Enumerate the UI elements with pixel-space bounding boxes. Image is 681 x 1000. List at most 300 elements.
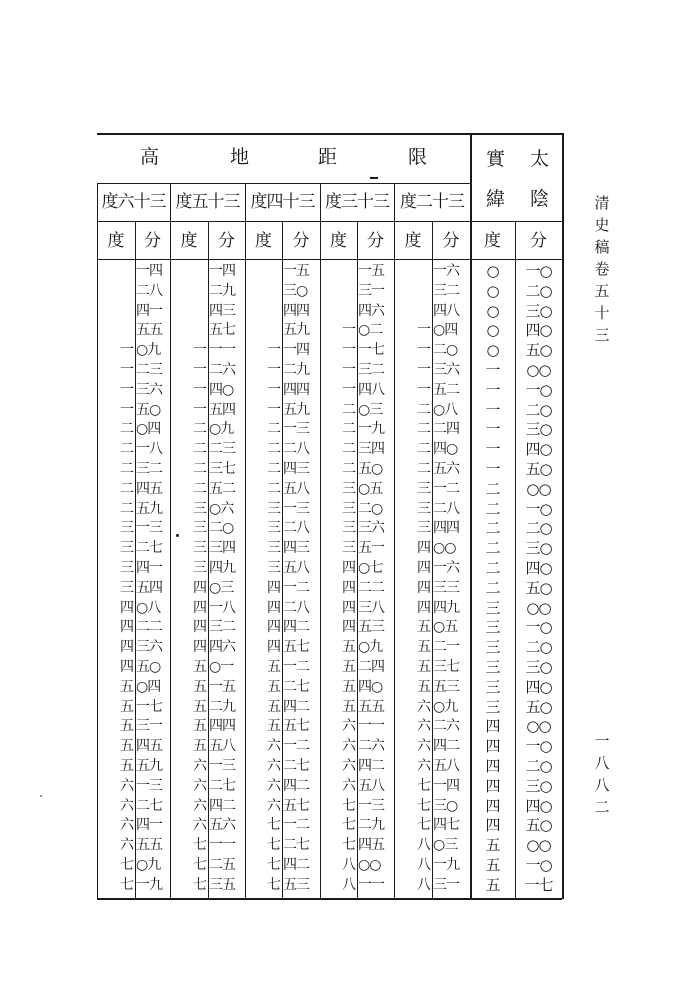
degree-cell: 五 <box>193 738 206 755</box>
degree-cell: 七 <box>267 876 280 893</box>
minute-cell: ○七 <box>358 560 383 576</box>
minute-cell: 四七 <box>433 817 459 834</box>
degree-cell: 二 <box>120 480 133 497</box>
degree-cell: 四 <box>120 659 133 675</box>
degree-cell: 八 <box>417 837 430 854</box>
minute-cell: 三七 <box>209 461 235 477</box>
degree-cell: 四 <box>485 757 500 775</box>
minute-cell: 一五 <box>283 263 309 279</box>
minute-cell: 一三 <box>136 520 162 537</box>
horizontal-rule <box>97 221 562 222</box>
scan-speck <box>40 795 42 797</box>
degree-cell: 一 <box>485 420 500 439</box>
minute-cell: 一○ <box>525 737 552 756</box>
degree-cell: 一 <box>342 381 355 398</box>
degree-cell: 五 <box>193 698 206 715</box>
degree-cell: 八 <box>342 857 355 873</box>
minute-cell: 一二 <box>283 817 309 834</box>
degree-cell: 五 <box>417 678 430 695</box>
minute-cell: 四○ <box>525 321 552 340</box>
minute-cell: 二三 <box>136 362 162 378</box>
minute-cell: 四九 <box>209 560 235 576</box>
minute-cell: 五一 <box>358 540 384 557</box>
minute-cell: 二八 <box>433 500 459 517</box>
minute-cell: 四四 <box>283 381 309 398</box>
minute-cell: 二七 <box>283 837 309 854</box>
minute-cell: 四○ <box>209 381 234 398</box>
horizontal-rule <box>97 259 562 260</box>
degree-cell: 三 <box>120 560 133 576</box>
degree-cell: 二 <box>417 441 430 458</box>
degree-cell: 二 <box>485 559 500 577</box>
degree-header: 度 <box>484 231 501 251</box>
degree-cell: 四 <box>193 579 206 596</box>
minute-cell: 一六 <box>433 560 459 576</box>
degree-cell: 七 <box>193 857 206 873</box>
minute-cell: 五六 <box>433 461 459 477</box>
minute-cell: 三○ <box>525 776 552 795</box>
minute-cell: 五四 <box>209 401 235 418</box>
minute-cell: 三五 <box>209 876 235 893</box>
degree-cell: 八 <box>417 857 430 873</box>
degree-cell: 五 <box>267 698 280 715</box>
minute-cell: ○二 <box>358 322 383 339</box>
minute-cell: ○九 <box>209 421 234 438</box>
minute-cell: 四二 <box>358 758 384 774</box>
minute-cell: 四二 <box>283 857 309 873</box>
degree-cell: 一 <box>417 342 430 359</box>
degree-cell: 二 <box>417 401 430 418</box>
minute-cell: 五八 <box>283 560 309 576</box>
column-group-header: 度五十三 <box>175 192 240 212</box>
minute-cell: 二九 <box>358 817 384 834</box>
minute-cell: 五九 <box>136 500 162 517</box>
degree-cell: 二 <box>342 461 355 477</box>
degree-cell: 七 <box>342 837 355 854</box>
minute-cell: 四五 <box>136 738 162 755</box>
minute-cell: 二一 <box>433 639 459 656</box>
minute-cell: 五七 <box>283 797 309 814</box>
minute-cell: 二七 <box>136 540 162 557</box>
degree-cell: 二 <box>267 441 280 458</box>
degree-cell: 五 <box>267 659 280 675</box>
minute-cell: 二八 <box>136 282 162 299</box>
minute-cell: 四三 <box>209 302 235 319</box>
degree-cell: 一 <box>120 381 133 398</box>
degree-cell: 四 <box>193 619 206 636</box>
degree-cell: 一 <box>417 362 430 378</box>
degree-cell: 六 <box>120 837 133 854</box>
degree-cell: 二 <box>485 479 500 498</box>
minute-cell: 一三 <box>358 797 384 814</box>
minute-cell: 二二 <box>358 579 384 596</box>
degree-cell: 一 <box>267 362 280 378</box>
degree-cell: 五 <box>193 718 206 735</box>
minute-cell: ○五 <box>358 480 383 497</box>
degree-cell: 一 <box>120 342 133 359</box>
minute-cell: 五八 <box>283 480 309 497</box>
minute-cell: 一四 <box>433 777 459 794</box>
degree-cell: 六 <box>120 817 133 834</box>
degree-cell: 三 <box>193 560 206 576</box>
minute-cell: 五○ <box>136 659 161 675</box>
minute-cell: 四六 <box>358 302 384 319</box>
degree-cell: 一 <box>342 342 355 359</box>
horizontal-rule <box>97 898 562 900</box>
minute-cell: 四○ <box>525 440 552 459</box>
minute-cell: 四五 <box>358 837 384 854</box>
minute-cell: 五八 <box>358 777 384 794</box>
minute-cell: 四○ <box>525 796 552 815</box>
minute-cell: 四○ <box>358 678 383 695</box>
minute-cell: 三三 <box>433 579 459 596</box>
degree-cell: 二 <box>417 461 430 477</box>
minute-cell: 一一 <box>358 876 384 893</box>
minute-cell: 一七 <box>358 342 384 359</box>
degree-cell: 五 <box>267 718 280 735</box>
minute-cell: 一二 <box>283 738 309 755</box>
minute-cell: ○九 <box>358 639 383 656</box>
degree-cell: 五 <box>342 659 355 675</box>
degree-header: 度 <box>180 231 198 251</box>
minute-cell: 三六 <box>358 520 384 537</box>
degree-cell: 二 <box>485 499 500 518</box>
minute-cell: 三○ <box>283 282 308 299</box>
degree-cell: 二 <box>120 461 133 477</box>
degree-cell: 一 <box>193 401 206 418</box>
degree-cell: 四 <box>120 619 133 636</box>
minute-cell: 一七 <box>524 875 553 894</box>
page-number: 一八八二 <box>594 732 610 816</box>
minute-cell: 四一 <box>136 560 162 576</box>
title-char: 地 <box>230 146 250 168</box>
degree-cell: ○ <box>486 301 499 320</box>
degree-cell: 二 <box>485 539 500 558</box>
minute-cell: 一九 <box>433 857 459 873</box>
degree-cell: 四 <box>342 579 355 596</box>
degree-cell: 三 <box>485 658 500 676</box>
minute-header: 分 <box>442 231 460 251</box>
degree-cell: 二 <box>342 421 355 438</box>
minute-cell: 一二 <box>433 480 459 497</box>
minute-cell: 四二 <box>209 797 235 814</box>
degree-cell: 六 <box>193 797 206 814</box>
degree-cell: ○ <box>486 341 499 360</box>
degree-cell: 三 <box>417 520 430 537</box>
minute-cell: 二七 <box>136 797 162 814</box>
degree-cell: 二 <box>417 421 430 438</box>
degree-cell: 七 <box>193 876 206 893</box>
degree-cell: 一 <box>485 440 500 459</box>
degree-cell: 七 <box>267 857 280 873</box>
ink-mark <box>370 177 378 179</box>
minute-cell: 一二 <box>283 659 309 675</box>
minute-cell: 三○ <box>525 420 552 439</box>
minute-cell: 四八 <box>433 302 459 319</box>
minute-cell: 五五 <box>136 322 162 339</box>
degree-cell: 三 <box>120 540 133 557</box>
minute-cell: 一六 <box>433 263 459 279</box>
degree-cell: 四 <box>485 717 500 736</box>
degree-cell: 七 <box>342 817 355 834</box>
degree-cell: 三 <box>267 520 280 537</box>
minute-cell: 五八 <box>209 738 235 755</box>
right-header-char: 緯 <box>486 188 506 210</box>
minute-cell: 三一 <box>433 876 459 893</box>
minute-cell: ○九 <box>136 342 161 359</box>
degree-cell: 三 <box>485 638 500 657</box>
minute-cell: 五○ <box>525 578 552 597</box>
degree-cell: 二 <box>193 480 206 497</box>
degree-cell: 二 <box>193 421 206 438</box>
degree-cell: 一 <box>417 381 430 398</box>
minute-cell: 五五 <box>136 837 162 854</box>
minute-cell: 二○ <box>525 519 552 538</box>
minute-cell: ○三 <box>358 401 383 418</box>
minute-cell: 四八 <box>358 381 384 398</box>
degree-cell: 五 <box>120 698 133 715</box>
degree-header: 度 <box>330 231 347 251</box>
minute-cell: 二五 <box>209 857 235 873</box>
minute-cell: 四二 <box>283 698 309 715</box>
degree-cell: 三 <box>417 480 430 497</box>
minute-cell: 一九 <box>358 421 384 438</box>
degree-cell: 六 <box>267 758 280 774</box>
degree-cell: 五 <box>120 758 133 774</box>
degree-cell: 六 <box>267 738 280 755</box>
degree-cell: 六 <box>342 777 355 794</box>
right-header-char: 實 <box>486 148 506 170</box>
minute-cell: 二四 <box>358 659 384 675</box>
minute-cell: 三○ <box>525 658 552 676</box>
degree-cell: 五 <box>120 738 133 755</box>
minute-cell: 二八 <box>283 599 309 616</box>
minute-cell: 二三 <box>209 441 235 458</box>
minute-cell: 一一 <box>358 718 384 735</box>
minute-cell: 一○ <box>525 262 552 280</box>
minute-cell: 五九 <box>283 322 309 339</box>
minute-cell: ○一 <box>209 659 234 675</box>
minute-cell: 五二 <box>433 381 459 398</box>
degree-cell: 三 <box>485 677 500 696</box>
degree-cell: 六 <box>342 758 355 774</box>
minute-cell: 二六 <box>433 718 459 735</box>
degree-cell: 七 <box>193 837 206 854</box>
degree-cell: 四 <box>342 619 355 636</box>
minute-cell: 五○ <box>525 697 552 716</box>
degree-header: 度 <box>107 231 125 251</box>
degree-cell: 六 <box>267 777 280 794</box>
degree-cell: 二 <box>342 441 355 458</box>
running-title: 清史稿卷五十三 <box>594 194 610 344</box>
minute-cell: 二○ <box>209 520 234 537</box>
minute-cell: 三二 <box>136 461 162 477</box>
minute-cell: 三四 <box>358 441 384 458</box>
title-char: 限 <box>408 146 428 168</box>
degree-cell: 六 <box>417 698 430 715</box>
minute-cell: 五○ <box>525 460 552 478</box>
minute-header: 分 <box>144 231 161 251</box>
degree-cell: 四 <box>267 619 280 636</box>
degree-cell: 五 <box>342 698 355 715</box>
minute-cell: 三二 <box>358 362 384 378</box>
minute-cell: 五七 <box>209 322 235 339</box>
column-group-header: 度四十三 <box>250 192 315 212</box>
minute-cell: 五四 <box>136 579 162 596</box>
minute-cell: 五三 <box>433 678 459 695</box>
degree-cell: ○ <box>486 281 499 300</box>
minute-cell: 五二 <box>209 480 235 497</box>
minute-cell: 二○ <box>525 281 552 300</box>
minute-cell: 三六 <box>433 362 459 378</box>
minute-cell: 三○ <box>525 539 552 558</box>
minute-header: 分 <box>292 231 310 251</box>
right-header-char: 太 <box>530 148 550 170</box>
minute-cell: 五五 <box>358 698 384 715</box>
minute-cell: 五○ <box>136 401 161 418</box>
minute-cell: 五○ <box>525 341 552 360</box>
minute-cell: 一四 <box>209 263 235 279</box>
minute-cell: 四二 <box>283 777 309 794</box>
degree-cell: 一 <box>342 362 355 378</box>
minute-cell: 一○ <box>525 380 552 399</box>
degree-cell: 四 <box>417 540 430 557</box>
degree-cell: 六 <box>417 738 430 755</box>
minute-cell: ○○ <box>526 361 551 379</box>
degree-cell: 六 <box>193 758 206 774</box>
degree-cell: ○ <box>486 321 499 340</box>
degree-cell: 二 <box>342 401 355 418</box>
minute-cell: ○三 <box>209 579 234 596</box>
minute-cell: 五三 <box>358 619 384 636</box>
minute-cell: ○○ <box>526 717 551 736</box>
degree-cell: 一 <box>417 322 430 339</box>
degree-cell: 一 <box>120 401 133 418</box>
title-char: 高 <box>140 146 160 168</box>
minute-cell: 一五 <box>209 678 235 695</box>
degree-cell: 一 <box>485 460 500 478</box>
degree-cell: 二 <box>120 421 133 438</box>
minute-cell: 一○ <box>525 618 552 637</box>
degree-cell: 三 <box>193 500 206 517</box>
minute-cell: 一八 <box>209 599 235 616</box>
minute-cell: 二九 <box>209 698 235 715</box>
minute-cell: 五三 <box>283 876 309 893</box>
degree-cell: 二 <box>193 441 206 458</box>
degree-cell: 五 <box>417 619 430 636</box>
degree-cell: 六 <box>342 738 355 755</box>
degree-cell: 二 <box>485 578 500 597</box>
degree-cell: 三 <box>342 500 355 517</box>
degree-cell: 一 <box>485 361 500 379</box>
degree-cell: 四 <box>485 796 500 815</box>
minute-header: 分 <box>367 231 384 251</box>
degree-cell: ○ <box>486 262 499 280</box>
minute-cell: 四四 <box>283 302 309 319</box>
degree-cell: 三 <box>485 598 500 617</box>
degree-cell: 三 <box>485 618 500 637</box>
minute-cell: 三七 <box>433 659 459 675</box>
minute-cell: 四四 <box>433 520 459 537</box>
minute-cell: 二八 <box>283 441 309 458</box>
degree-cell: 七 <box>267 837 280 854</box>
degree-cell: 三 <box>342 540 355 557</box>
degree-cell: 三 <box>267 540 280 557</box>
minute-cell: 一三 <box>209 758 235 774</box>
minute-cell: 三○ <box>433 797 458 814</box>
minute-header: 分 <box>218 231 235 251</box>
degree-cell: 三 <box>193 540 206 557</box>
minute-cell: 二七 <box>283 758 309 774</box>
minute-cell: 一一 <box>209 342 235 359</box>
minute-cell: 二四 <box>433 421 459 438</box>
minute-cell: 三○ <box>525 301 552 320</box>
degree-cell: 七 <box>120 857 133 873</box>
degree-cell: 四 <box>485 776 500 795</box>
minute-cell: 三四 <box>209 540 235 557</box>
minute-cell: 四四 <box>209 718 235 735</box>
minute-cell: 五九 <box>136 758 162 774</box>
degree-cell: 八 <box>342 876 355 893</box>
minute-cell: 四六 <box>209 639 235 656</box>
minute-cell: 二○ <box>525 757 552 775</box>
degree-cell: 三 <box>417 500 430 517</box>
degree-cell: 五 <box>485 875 500 894</box>
degree-cell: 二 <box>120 441 133 458</box>
degree-cell: 五 <box>193 659 206 675</box>
degree-cell: 五 <box>267 678 280 695</box>
minute-cell: 二七 <box>283 678 309 695</box>
minute-cell: 二○ <box>433 342 458 359</box>
degree-cell: 三 <box>342 520 355 537</box>
degree-cell: 一 <box>267 401 280 418</box>
degree-cell: 三 <box>120 579 133 596</box>
degree-cell: 四 <box>342 560 355 576</box>
minute-cell: 四○ <box>433 441 458 458</box>
minute-cell: 二○ <box>525 638 552 657</box>
minute-cell: 五○ <box>358 461 383 477</box>
minute-cell: 四○ <box>525 559 552 577</box>
minute-cell: ○四 <box>136 678 161 695</box>
degree-cell: 七 <box>417 797 430 814</box>
minute-cell: 五○ <box>525 816 552 835</box>
minute-cell: 五九 <box>283 401 309 418</box>
degree-cell: 四 <box>342 599 355 616</box>
minute-cell: 三一 <box>358 282 384 299</box>
degree-cell: 二 <box>267 480 280 497</box>
degree-cell: 一 <box>193 362 206 378</box>
minute-cell: ○○ <box>526 836 551 855</box>
vertical-rule <box>562 133 564 899</box>
minute-cell: 一三 <box>283 500 309 517</box>
degree-cell: 三 <box>267 500 280 517</box>
degree-cell: 一 <box>485 400 500 419</box>
degree-cell: 五 <box>485 856 500 874</box>
minute-cell: 四二 <box>433 738 459 755</box>
degree-cell: 六 <box>417 758 430 774</box>
minute-cell: 二九 <box>209 282 235 299</box>
minute-cell: ○六 <box>209 500 234 517</box>
degree-cell: 三 <box>193 520 206 537</box>
minute-cell: 二○ <box>525 400 552 419</box>
minute-cell: ○八 <box>433 401 458 418</box>
minute-cell: 一七 <box>136 698 162 715</box>
degree-cell: 二 <box>485 519 500 538</box>
column-group-header: 度二十三 <box>400 192 464 212</box>
degree-cell: 四 <box>267 599 280 616</box>
degree-cell: 七 <box>417 817 430 834</box>
minute-cell: 一五 <box>358 263 384 279</box>
